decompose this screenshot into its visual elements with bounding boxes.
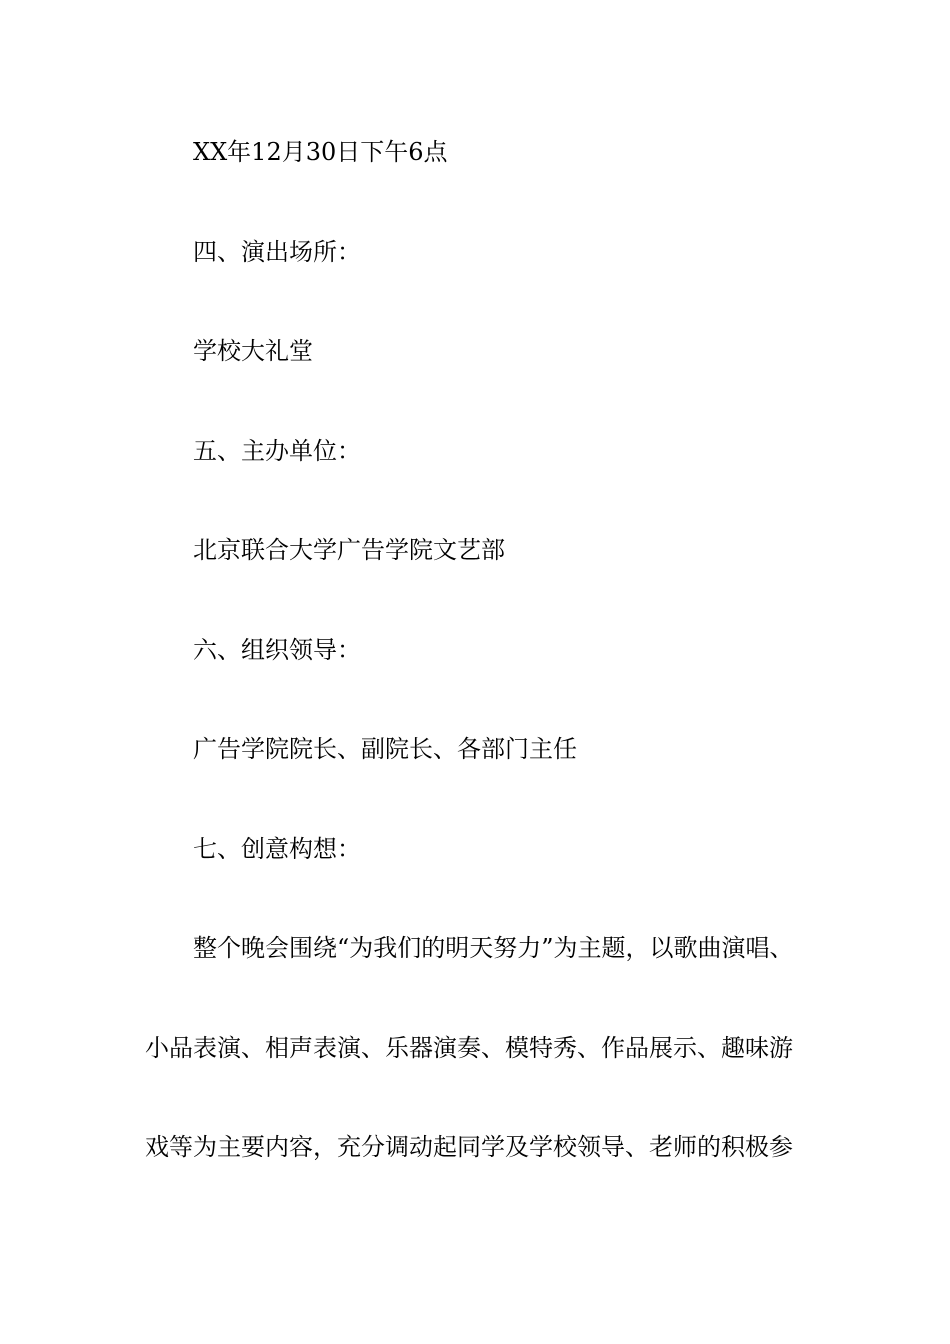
section-heading-organizer: 五、主办单位：: [193, 437, 361, 465]
section-heading-leadership: 六、组织领导：: [193, 636, 361, 664]
performance-time-text: XX年12月30日下午6点: [193, 138, 448, 166]
concept-paragraph-line-3: 戏等为主要内容，充分调动起同学及学校领导、老师的积极参: [145, 1133, 793, 1161]
section-heading-concept: 七、创意构想：: [193, 835, 361, 863]
leadership-text: 广告学院院长、副院长、各部门主任: [193, 735, 577, 763]
concept-paragraph-line-1: 整个晚会围绕“为我们的明天努力”为主题，以歌曲演唱、: [193, 934, 794, 962]
venue-text: 学校大礼堂: [193, 337, 313, 365]
concept-paragraph-line-2: 小品表演、相声表演、乐器演奏、模特秀、作品展示、趣味游: [145, 1034, 793, 1062]
organizer-text: 北京联合大学广告学院文艺部: [193, 536, 505, 564]
section-heading-venue: 四、演出场所：: [193, 238, 361, 266]
